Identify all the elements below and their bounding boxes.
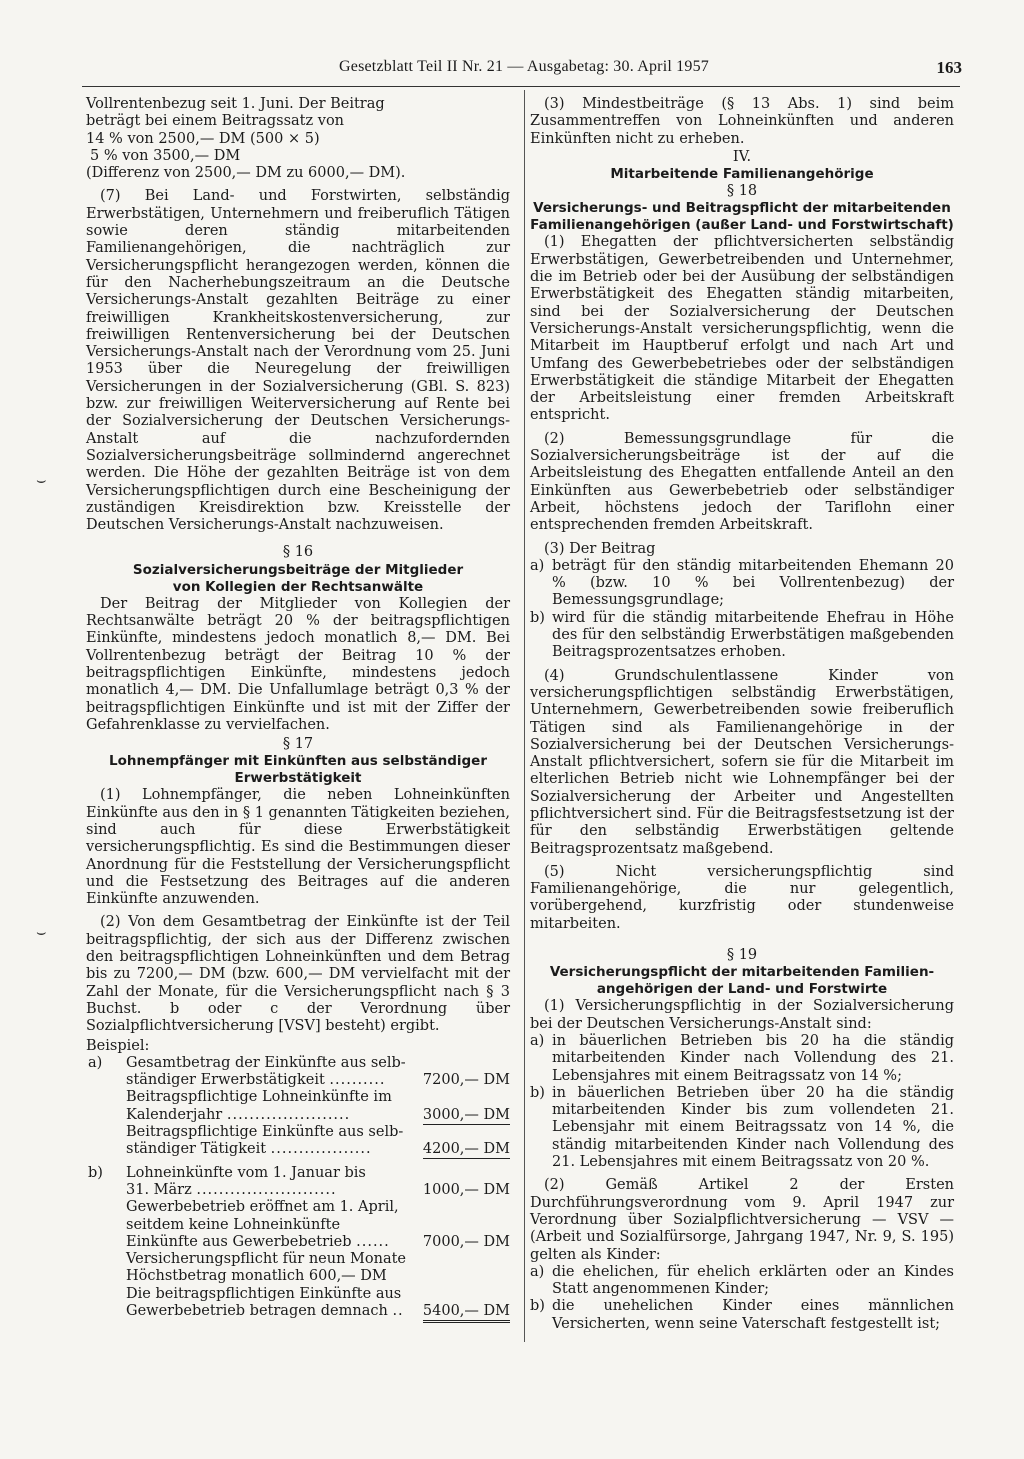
example-text: ständiger Tätigkeit xyxy=(126,1141,267,1158)
part-title: Mitarbeitende Familienangehörige xyxy=(610,166,874,183)
header-rule xyxy=(82,86,960,87)
example-amount: 5400,— DM xyxy=(423,1303,510,1323)
example-text: Kalenderjahr xyxy=(126,1106,223,1123)
example-text: Versicherungspflicht für neun Monate xyxy=(126,1251,407,1268)
list-text: wird für die ständig mitarbeitende Ehefrau in Höhe des für den selbständig Erwerbstätigen maßgebenden Beitragsprozentsatzes erhoben. xyxy=(552,609,954,661)
section-17-title-line-1: Lohnempfänger mit Einkünften aus selbständiger xyxy=(109,753,487,770)
example-label: Beispiel: xyxy=(86,1037,150,1054)
example-text: seitdem keine Lohneinkünfte xyxy=(126,1216,341,1233)
example-a-row-1 xyxy=(86,1055,510,1072)
page-number: 163 xyxy=(936,58,962,77)
example-amount: 1000,— DM xyxy=(422,1181,510,1198)
list-item xyxy=(530,1298,954,1333)
example-text: Gewerbebetrieb betragen demnach xyxy=(126,1303,388,1319)
list-label: b) xyxy=(530,1298,545,1315)
example-b-row-4 xyxy=(86,1217,510,1234)
example-b-row-1 xyxy=(86,1165,510,1182)
intro-line: beträgt bei einem Beitragssatz von xyxy=(86,113,345,130)
list-text: die unehelichen Kinder eines männlichen Versicherten, wenn seine Vaterschaft festgestellt ist; xyxy=(552,1298,954,1332)
page-header xyxy=(86,58,962,84)
section-19-para-2: (2) Gemäß Artikel 2 der Ersten Durchführungsverordnung vom 9. April 1947 zur Verordnung über Sozialpflichtversicherung — VSV — (Arbeit und Sozialfürsorge, Jahrgang 1947, Nr. 9, S. 195) gelten als Kinder: xyxy=(530,1177,954,1263)
list-label: a) xyxy=(530,1032,545,1049)
intro-line: Vollrentenbezug seit 1. Juni. Der Beitrag xyxy=(86,96,385,112)
section-19-title-line-1: Versicherungspflicht der mitarbeitenden Familien- xyxy=(549,964,935,981)
list-text: in bäuerlichen Betrieben über 20 ha die ständig mitarbeitenden Kinder bis zum vollendeten 21. Lebensjahr mit einem Beitragssatz von 14 %, die ständig mitarbeitenden Kinder nach Vollendung des 21. Lebensjahres mit einem Beitragssatz von 20 %. xyxy=(552,1084,954,1171)
list-item xyxy=(530,1033,954,1085)
example-amount: 7200,— DM xyxy=(422,1072,510,1089)
section-16-number: § 16 xyxy=(282,544,314,561)
section-18-title-line-1: Versicherungs- und Beitragspflicht der mitarbeitenden xyxy=(533,200,951,217)
example-text: Einkünfte aus Gewerbebetrieb xyxy=(126,1233,352,1250)
example-b-row-3 xyxy=(86,1199,510,1216)
intro-line: (Differenz von 2500,— DM zu 6000,— DM). xyxy=(86,165,406,182)
example-text: Die beitragspflichtigen Einkünfte aus xyxy=(126,1285,402,1302)
example-text: ständiger Erwerbstätigkeit xyxy=(126,1072,325,1089)
section-16-title-line-1: Sozialversicherungsbeiträge der Mitglieder xyxy=(132,561,464,578)
example-a-row-5 xyxy=(86,1124,510,1141)
example-block xyxy=(86,1038,510,1321)
example-text: Gesamtbetrag der Einkünfte aus selb- xyxy=(126,1054,406,1071)
left-column xyxy=(86,96,510,1320)
intro-line: 14 % von 2500,— DM (500 × 5) xyxy=(86,130,320,147)
column-divider xyxy=(524,90,525,1342)
margin-mark-icon: ⌣ xyxy=(36,922,47,941)
example-a-label: a) xyxy=(88,1054,103,1071)
list-item xyxy=(530,1264,954,1299)
intro-lines xyxy=(86,96,510,182)
margin-mark-icon: ⌣ xyxy=(36,470,47,489)
section-18-para-4: (4) Grundschulentlassene Kinder von versicherungspflichtigen selbständig Erwerbstätigen, Unternehmern, Gewerbetreibenden sowie freiberuflich Tätigen sind als Familienangehörige in der Sozialversicherung bei der Deutschen Versicherungs-Anstalt pflichtversichert, sofern sie für die Mitarbeit im elterlichen Betrieb nicht wie Lohnempfänger bei der Sozialversicherung der Arbeiter und Angestellten pflichtversichert sind. Für die Beitragsfestsetzung ist der für den selbständig Erwerbstätigen geltende Beitragsprozentsatz maßgebend. xyxy=(530,667,954,857)
section-18-number: § 18 xyxy=(726,183,758,200)
example-b-row-9: Gewerbebetrieb betragen demnach .. 5400,— DM xyxy=(86,1303,510,1320)
section-18-title-line-2: Familienangehörigen (außer Land- und Forstwirtschaft) xyxy=(530,217,954,234)
list-text: in bäuerlichen Betrieben bis 20 ha die ständig mitarbeitenden Kinder nach Vollendung des 21. Lebensjahres mit einem Beitragssatz von 14 %; xyxy=(552,1032,954,1084)
list-text: beträgt für den ständig mitarbeitenden Ehemann 20 % (bzw. 10 % bei Vollrentenbezug) der Bemessungsgrundlage; xyxy=(552,557,954,609)
example-b-row-2: 31. März ......................... 1000,— DM xyxy=(126,1181,510,1198)
section-18-para-5: (5) Nicht versicherungspflichtig sind Familienangehörige, die nur gelegentlich, vorübergehend, kurzfristig oder stundenweise mitarbeiten. xyxy=(530,863,954,932)
example-text: Höchstbetrag monatlich 600,— DM xyxy=(126,1268,387,1285)
section-17-para-1: (1) Lohnempfänger, die neben Lohneinkünften Einkünfte aus den in § 1 genannten Tätigkeiten beziehen, sind auch für diese Erwerbstätigkeit versicherungspflichtig. Es sind die Bestimmungen dieser Anordnung für die Feststellung der Versicherungspflicht und die Festsetzung des Beitrages auf die anderen Einkünfte anzuwenden. xyxy=(86,787,511,908)
example-amount: 4200,— DM xyxy=(422,1141,510,1158)
right-column xyxy=(530,96,954,1333)
section-19-para-1: (1) Versicherungspflichtig in der Sozialversicherung bei der Deutschen Versicherungs-Anstalt sind: xyxy=(530,998,954,1032)
section-18-para-3: (3) Der Beitrag xyxy=(544,540,656,557)
section-17-title-line-2: Erwerbstätigkeit xyxy=(234,770,362,787)
example-amount: 3000,— DM xyxy=(422,1106,510,1123)
section-19-number: § 19 xyxy=(726,947,758,964)
section-16-text: Der Beitrag der Mitglieder von Kollegien der Rechtsanwälte beträgt 20 % der beitragspflichtigen Einkünfte, mindestens jedoch monatlich 8,— DM. Bei Vollrentenbezug beträgt der Beitrag 10 % der beitragspflichtigen Einkünfte, mindestens jedoch monatlich 4,— DM. Die Unfallumlage beträgt 0,3 % der beitragspflichtigen Einkünfte und ist mit der Ziffer der Gefahrenklasse zu vervielfachen. xyxy=(86,595,510,733)
section-16-title-line-2: von Kollegien der Rechtsanwälte xyxy=(172,578,424,595)
example-b-row-6 xyxy=(86,1251,510,1268)
example-a-row-4: Kalenderjahr ...................... 3000,— DM xyxy=(126,1106,510,1123)
list-label: a) xyxy=(530,557,545,574)
intro-line: 5 % von 3500,— DM xyxy=(90,147,241,164)
example-text: Beitragspflichtige Einkünfte aus selb- xyxy=(126,1124,404,1141)
example-a-row-2: ständiger Erwerbstätigkeit .......... 7200,— DM xyxy=(126,1072,510,1089)
example-a-row-3 xyxy=(86,1089,510,1106)
list-label: a) xyxy=(530,1263,545,1280)
list-item xyxy=(530,558,954,610)
example-b-row-5: Einkünfte aus Gewerbebetrieb ...... 7000,— DM xyxy=(126,1233,510,1250)
header-title: Gesetzblatt Teil II Nr. 21 — Ausgabetag: 30. April 1957 xyxy=(339,58,709,75)
section-18-para-2: (2) Bemessungsgrundlage für die Sozialversicherungsbeiträge ist der auf die Arbeitsleistung des Ehegatten entfallende Anteil an den Einkünften aus Gewerbebetrieb oder selbständiger Arbeit, höchstens jedoch der Tariflohn einer entsprechenden fremden Arbeitskraft. xyxy=(530,430,954,534)
example-text: 31. März xyxy=(126,1181,192,1198)
section-17-number: § 17 xyxy=(282,736,314,753)
list-text: die ehelichen, für ehelich erklärten oder an Kindes Statt angenommenen Kinder; xyxy=(552,1263,954,1298)
section-18-para-1: (1) Ehegatten der pflichtversicherten selbständig Erwerbstätigen, Gewerbetreibenden und Unternehmer, die im Betrieb oder bei der Ausübung der selbständigen Erwerbstätigkeit des Ehegatten ständig mitarbeiten, sind bei der Sozialversicherung der Deutschen Versicherungs-Anstalt versicherungspflichtig, wenn die Mitarbeit im Hauptberuf erfolgt und nach Art und Umfang des Gewerbebetriebes oder der selbständigen Erwerbstätigkeit die ständige Mitarbeit der Ehegatten der Arbeitsleistung einer fremden Arbeitskraft entspricht. xyxy=(530,234,954,424)
section-19-title-line-2: angehörigen der Land- und Forstwirte xyxy=(596,981,888,998)
example-text: Lohneinkünfte vom 1. Januar bis xyxy=(126,1164,366,1181)
paragraph-3: (3) Mindestbeiträge (§ 13 Abs. 1) sind beim Zusammentreffen von Lohneinkünften und anderen Einkünften nicht zu erheben. xyxy=(530,96,954,147)
example-text: Gewerbebetrieb eröffnet am 1. April, xyxy=(126,1199,399,1216)
list-label: b) xyxy=(530,609,545,626)
part-number: IV. xyxy=(732,148,752,165)
example-b-label: b) xyxy=(88,1164,103,1181)
list-item xyxy=(530,610,954,662)
list-item xyxy=(530,1085,954,1171)
paragraph-7: (7) Bei Land- und Forstwirten, selbständig Erwerbstätigen, Unternehmern und freiberuflich Tätigen sowie deren ständig mitarbeitenden Familienangehörigen, die nachträglich zur Versicherungspflicht herangezogen werden, können die für den Nacherhebungszeitraum an die Deutsche Versicherungs-Anstalt gezahlten Beiträge zu einer freiwilligen Krankheitskostenversicherung, zur freiwilligen Rentenversicherung bei der Deutschen Versicherungs-Anstalt nach der Verordnung vom 25. Juni 1953 über die Neuregelung der freiwilligen Versicherungen in der Sozialversicherung (GBl. S. 823) bzw. zur freiwilligen Weiterversicherung auf Rente bei der Sozialversicherung der Deutschen Versicherungs-Anstalt auf die nachzufordernden Sozialversicherungsbeiträge sollmindernd angerechnet werden. Die Höhe der gezahlten Beiträge ist von dem Versicherungspflichtigen durch eine Bescheinigung der zuständigen Kreisdirektion bzw. Kreisstelle der Deutschen Versicherungs-Anstalt nachzuweisen. xyxy=(86,188,510,534)
list-label: b) xyxy=(530,1084,545,1101)
example-a-row-6: ständiger Tätigkeit .................. 4200,— DM xyxy=(126,1141,510,1158)
section-17-para-2: (2) Von dem Gesamtbetrag der Einkünfte ist der Teil beitragspflichtig, der sich aus der Differenz zwischen den beitragspflichtigen Lohneinkünften und dem Betrag bis zu 7200,— DM (bzw. 600,— DM vervielfacht mit der Zahl der Monate, für die Versicherungspflicht nach § 3 Buchst. b oder c der Verordnung über Sozialpflichtversicherung [VSV] besteht) ergibt. xyxy=(86,914,510,1035)
example-b-row-7 xyxy=(86,1268,510,1285)
example-amount: 7000,— DM xyxy=(422,1233,510,1250)
example-text: Beitragspflichtige Lohneinkünfte im xyxy=(126,1089,392,1106)
example-b-row-8 xyxy=(86,1286,510,1303)
